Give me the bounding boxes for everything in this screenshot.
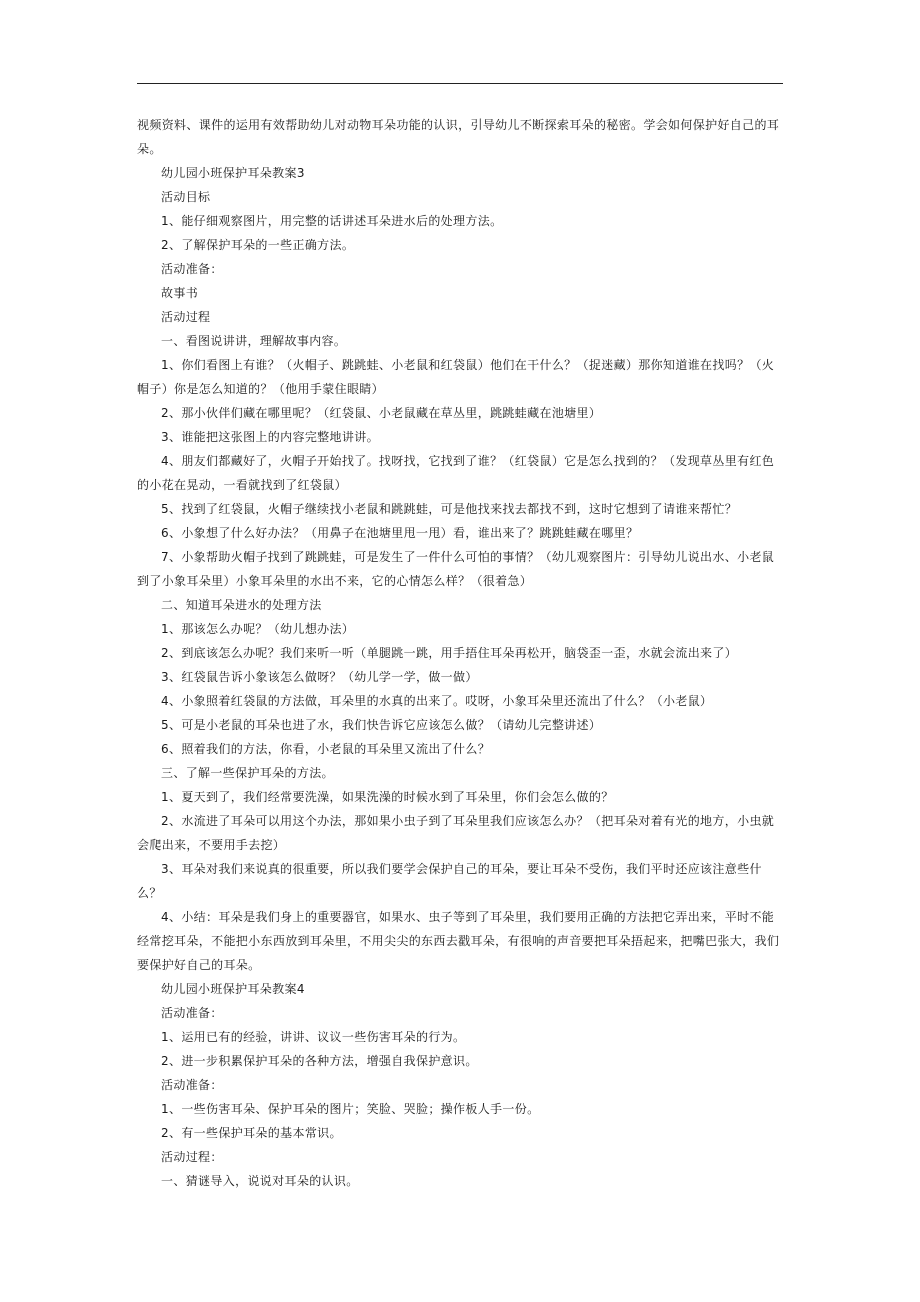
paragraph: 1、一些伤害耳朵、保护耳朵的图片；笑脸、哭脸；操作板人手一份。 — [161, 1102, 540, 1116]
paragraph: 7、小象帮助火帽子找到了跳跳蛙，可是发生了一件什么可怕的事情？（幼儿观察图片：引导幼儿说出水、小老鼠到了小象耳朵里）小象耳朵里的水出不来，它的心情怎么样？（很着急） — [137, 550, 775, 588]
section-heading: 活动目标 — [161, 190, 211, 204]
paragraph: 二、知道耳朵进水的处理方法 — [161, 598, 322, 612]
paragraph: 1、运用已有的经验，讲讲、议议一些伤害耳朵的行为。 — [161, 1030, 466, 1044]
section-heading: 活动过程 — [161, 310, 211, 324]
intro-continuation: 视频资料、课件的运用有效帮助幼儿对动物耳朵功能的认识，引导幼儿不断探索耳朵的秘密。学会如何保护好自己的耳朵。 — [137, 118, 780, 156]
paragraph: 3、耳朵对我们来说真的很重要，所以我们要学会保护自己的耳朵，要让耳朵不受伤，我们平时还应该注意些什么？ — [137, 862, 762, 900]
paragraph: 2、了解保护耳朵的一些正确方法。 — [161, 238, 355, 252]
lesson-4-title: 幼儿园小班保护耳朵教案4 — [161, 982, 305, 996]
lesson-3-title: 幼儿园小班保护耳朵教案3 — [161, 166, 305, 180]
paragraph: 1、夏天到了，我们经常要洗澡，如果洗澡的时候水到了耳朵里，你们会怎么做的？ — [161, 790, 614, 804]
paragraph: 1、能仔细观察图片，用完整的话讲述耳朵进水后的处理方法。 — [161, 214, 503, 228]
paragraph: 2、水流进了耳朵可以用这个办法，那如果小虫子到了耳朵里我们应该怎么办？（把耳朵对着有光的地方，小虫就会爬出来，不要用手去挖） — [137, 814, 775, 852]
paragraph: 故事书 — [161, 286, 199, 300]
section-heading: 活动准备： — [161, 262, 223, 276]
paragraph: 2、进一步积累保护耳朵的各种方法，增强自我保护意识。 — [161, 1054, 478, 1068]
paragraph: 1、你们看图上有谁？（火帽子、跳跳蛙、小老鼠和红袋鼠）他们在干什么？（捉迷藏）那你知道谁在找吗？（火帽子）你是怎么知道的？（他用手蒙住眼睛） — [137, 358, 775, 396]
paragraph: 3、红袋鼠告诉小象该怎么做呀？（幼儿学一学，做一做） — [161, 670, 478, 684]
paragraph: 4、小结：耳朵是我们身上的重要器官，如果水、虫子等到了耳朵里，我们要用正确的方法把它弄出来，平时不能经常挖耳朵，不能把小东西放到耳朵里，不用尖尖的东西去戳耳朵，有很响的声音要把耳朵捂起来，把嘴巴张大，我们要保护好自己的耳朵。 — [137, 910, 780, 972]
paragraph: 6、照着我们的方法，你看，小老鼠的耳朵里又流出了什么？ — [161, 742, 491, 756]
paragraph: 一、猜谜导入，说说对耳朵的认识。 — [161, 1174, 359, 1188]
paragraph: 2、到底该怎么办呢？我们来听一听（单腿跳一跳，用手捂住耳朵再松开，脑袋歪一歪，水就会流出来了） — [161, 646, 738, 660]
paragraph: 4、小象照着红袋鼠的方法做，耳朵里的水真的出来了。哎呀，小象耳朵里还流出了什么？（小老鼠） — [161, 694, 713, 708]
paragraph: 1、那该怎么办呢？（幼儿想办法） — [161, 622, 355, 636]
paragraph: 3、谁能把这张图上的内容完整地讲讲。 — [161, 430, 379, 444]
paragraph: 5、找到了红袋鼠，火帽子继续找小老鼠和跳跳蛙，可是他找来找去都找不到，这时它想到了请谁来帮忙？ — [161, 502, 738, 516]
paragraph: 三、了解一些保护耳朵的方法。 — [161, 766, 334, 780]
document-body — [137, 113, 783, 1193]
paragraph: 2、有一些保护耳朵的基本常识。 — [161, 1126, 342, 1140]
paragraph: 4、朋友们都藏好了，火帽子开始找了。找呀找，它找到了谁？（红袋鼠）它是怎么找到的？（发现草丛里有红色的小花在晃动，一看就找到了红袋鼠） — [137, 454, 775, 492]
section-heading: 活动过程： — [161, 1150, 223, 1164]
section-heading: 活动准备： — [161, 1078, 223, 1092]
header-rule — [137, 83, 783, 84]
paragraph: 一、看图说讲讲，理解故事内容。 — [161, 334, 347, 348]
paragraph: 2、那小伙伴们藏在哪里呢？（红袋鼠、小老鼠藏在草丛里，跳跳蛙藏在池塘里） — [161, 406, 602, 420]
section-heading: 活动准备： — [161, 1006, 223, 1020]
paragraph: 5、可是小老鼠的耳朵也进了水，我们快告诉它应该怎么做？（请幼儿完整讲述） — [161, 718, 602, 732]
paragraph: 6、小象想了什么好办法？（用鼻子在池塘里甩一甩）看，谁出来了？跳跳蛙藏在哪里？ — [161, 526, 639, 540]
